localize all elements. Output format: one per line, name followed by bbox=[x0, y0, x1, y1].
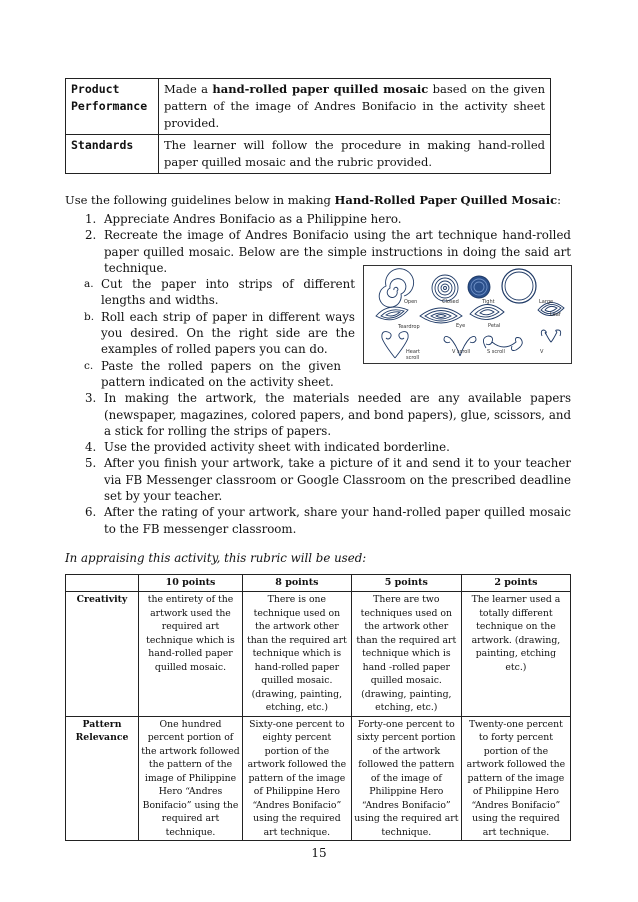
substep bbox=[65, 276, 355, 309]
figure-label-open: Open bbox=[404, 299, 418, 305]
tight-coil-icon bbox=[468, 276, 490, 298]
list-item bbox=[65, 455, 571, 504]
rubric-header-2: 2 points bbox=[461, 575, 570, 592]
figure-label-leaf: Leaf bbox=[550, 312, 561, 318]
table-row bbox=[66, 592, 571, 717]
step-text: Recreate the image of Andres Bonifacio using the art technique hand-rolled paper quilled mosaic. Below are the simple instructions in doing the said art technique. bbox=[104, 228, 571, 275]
rubric-caption: In appraising this activity, this rubric will be used: bbox=[65, 551, 367, 565]
product-performance-label: Product Performance bbox=[66, 79, 159, 135]
product-performance-text bbox=[159, 79, 551, 135]
rubric-cell: the entirety of the artwork used the required art technique which is hand-rolled paper quilled mosaic. bbox=[139, 592, 243, 717]
figure-label-large: Large bbox=[539, 299, 554, 305]
quilling-shapes-figure bbox=[363, 265, 572, 364]
large-coil-icon bbox=[502, 269, 536, 303]
figure-label-heart: Heart bbox=[406, 349, 420, 355]
list-item bbox=[65, 439, 571, 455]
step-number: 1. bbox=[85, 212, 97, 226]
guidelines-list bbox=[65, 211, 571, 537]
rubric-cell: There are two techniques used on the artwork other than the required art technique which is hand -rolled paper quilled mosaic. (drawing, painting, etching, etc.) bbox=[351, 592, 461, 717]
step-number: 5. bbox=[85, 456, 97, 471]
performance-table bbox=[65, 78, 551, 174]
list-item bbox=[65, 211, 571, 227]
intro-text: Use the following guidelines below in making bbox=[65, 193, 335, 207]
step-text: After you finish your artwork, take a picture of it and send it to your teacher via FB Messenger classroom or Google Classroom on the prescribed deadline set by your teacher. bbox=[104, 456, 571, 504]
rubric-cell: Sixty-one percent to eighty percent portion of the artwork followed the pattern of the image of Philippine Hero “Andres Bonifacio” using the required art technique. bbox=[242, 716, 351, 841]
list-item bbox=[65, 390, 571, 439]
standards-text: The learner will follow the procedure in making hand-rolled paper quilled mosaic and the rubric provided. bbox=[159, 135, 551, 174]
substep-letter: c. bbox=[84, 359, 94, 372]
intro-bold: Hand-Rolled Paper Quilled Mosaic bbox=[334, 193, 558, 207]
petal-icon bbox=[470, 304, 504, 319]
rubric-criterion: Creativity bbox=[66, 592, 139, 717]
substep-text: Cut the paper into strips of different lengths and widths. bbox=[101, 277, 355, 308]
product-text-part: Made a bbox=[164, 82, 213, 96]
intro-colon: : bbox=[557, 193, 561, 207]
guidelines-intro bbox=[65, 193, 561, 207]
figure-label-v-scroll: V scroll bbox=[452, 349, 471, 355]
substep-letter: b. bbox=[84, 310, 95, 323]
substep bbox=[65, 309, 355, 358]
step-text: Use the provided activity sheet with indicated borderline. bbox=[104, 440, 450, 455]
substep-text: Paste the rolled papers on the given pattern indicated on the activity sheet. bbox=[101, 358, 341, 389]
list-item bbox=[65, 504, 571, 537]
rubric-header-5: 5 points bbox=[351, 575, 461, 592]
closed-coil-icon bbox=[432, 275, 458, 301]
rubric-table bbox=[65, 574, 571, 841]
substep bbox=[65, 358, 341, 391]
standards-row bbox=[66, 135, 551, 174]
figure-label-closed: Closed bbox=[442, 299, 459, 305]
step-number: 2. bbox=[85, 228, 97, 243]
step-text: After the rating of your artwork, share your hand-rolled paper quilled mosaic to the FB messenger classroom. bbox=[104, 505, 571, 536]
heart-scroll-icon bbox=[382, 332, 408, 358]
step-number: 6. bbox=[85, 505, 97, 520]
figure-label-eye: Eye bbox=[456, 323, 466, 329]
step-number: 3. bbox=[85, 391, 97, 406]
rubric-cell: Twenty-one percent to forty percent portion of the artwork followed the pattern of the image of Philippine Hero “Andres Bonifacio” using the required art technique. bbox=[461, 716, 570, 841]
rubric-cell: The learner used a totally different technique on the artwork. (drawing, painting, etching etc.) bbox=[461, 592, 570, 717]
step-text: In making the artwork, the materials needed are any available papers (newspaper, magazines, colored papers, and bond papers), glue, scissors, and a stick for rolling the strips of papers. bbox=[104, 391, 571, 438]
rubric-header-10: 10 points bbox=[139, 575, 243, 592]
step-number: 4. bbox=[85, 440, 97, 455]
eye-icon bbox=[420, 308, 462, 323]
rubric-header-blank bbox=[66, 575, 139, 592]
v-shape-icon bbox=[541, 330, 560, 342]
figure-label-s-scroll: S scroll bbox=[487, 349, 505, 355]
substep-letter: a. bbox=[84, 278, 94, 291]
rubric-header-row bbox=[66, 575, 571, 592]
table-row bbox=[66, 716, 571, 841]
figure-label-v: V bbox=[540, 349, 544, 355]
substep-text: Roll each strip of paper in different ways you desired. On the right side are the examples of rolled papers you can do. bbox=[101, 309, 355, 357]
product-row bbox=[66, 79, 551, 135]
step-text: Appreciate Andres Bonifacio as a Philippine hero. bbox=[104, 212, 402, 226]
standards-label: Standards bbox=[66, 135, 159, 174]
rubric-cell: One hundred percent portion of the artwork followed the pattern of the image of Philippine Hero “Andres Bonifacio” using the required art technique. bbox=[139, 716, 243, 841]
rubric-cell: There is one technique used on the artwork other than the required art technique which is hand-rolled paper quilled mosaic. (drawing, painting, etching, etc.) bbox=[242, 592, 351, 717]
teardrop-icon bbox=[376, 307, 408, 320]
rubric-cell: Forty-one percent to sixty percent portion of the artwork followed the pattern of the image of Philippine Hero “Andres Bonifacio” using the required art technique. bbox=[351, 716, 461, 841]
figure-label-tight: Tight bbox=[482, 299, 495, 305]
product-text-bold: hand-rolled paper quilled mosaic bbox=[212, 82, 429, 96]
figure-label-petal: Petal bbox=[488, 323, 501, 329]
rubric-header-8: 8 points bbox=[242, 575, 351, 592]
page-number: 15 bbox=[311, 846, 327, 860]
figure-label-heart-scroll: scroll bbox=[406, 355, 420, 361]
figure-label-teardrop: Teardrop bbox=[398, 324, 420, 330]
rubric-criterion: Pattern Relevance bbox=[66, 716, 139, 841]
product-text-part: based on the given pattern of the image of Andres Bonifacio in the activity sheet provided. bbox=[164, 82, 545, 130]
